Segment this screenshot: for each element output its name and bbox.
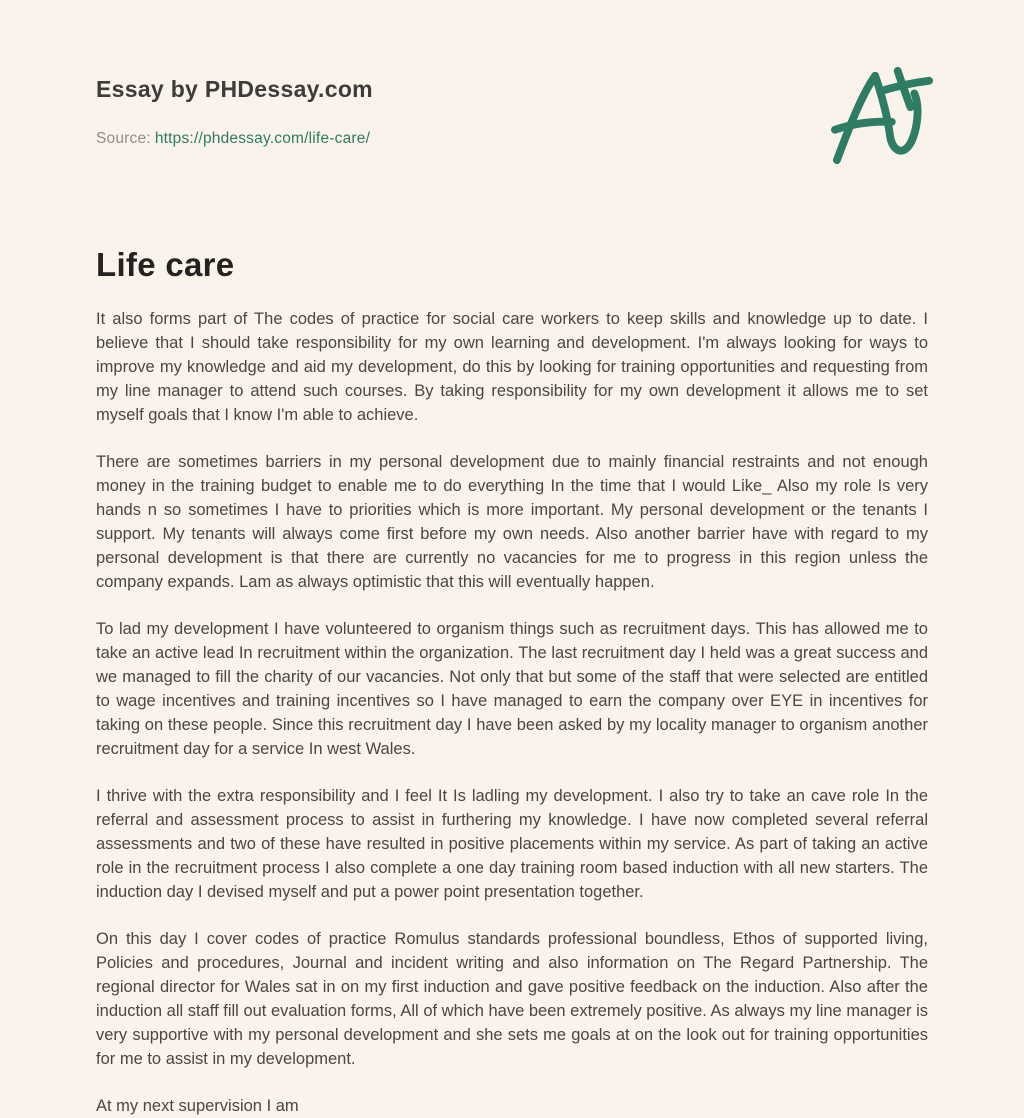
essay-body <box>96 307 928 1118</box>
essay-page <box>96 0 928 1118</box>
essay-paragraph: There are sometimes barriers in my personal development due to mainly financial restraints and not enough money in the training budget to enable me to do everything In the time that I would Like_ Also my role Is very hands n so sometimes I have to priorities which is more important. My personal development or the tenants I support. My tenants will always come first before my own needs. Also another barrier have with regard to my personal development is that there are currently no vacancies for me to progress in this region unless the company expands. Lam as always optimistic that this will eventually happen. <box>96 453 928 591</box>
essay-paragraph: On this day I cover codes of practice Romulus standards professional boundless, Ethos of supported living, Policies and procedures, Journal and incident writing and also information on The Regard Partnership. The regional director for Wales sat in on my first induction and gave positive feedback on the induction. Also after the induction all staff fill out evaluation forms, All of which have been extremely positive. As always my line manager is very supportive with my personal development and she sets me goals at on the look out for training opportunities for me to assist in my development. <box>96 930 928 1068</box>
source-link[interactable]: https://phdessay.com/life-care/ <box>154 130 371 147</box>
a-plus-logo-icon <box>829 66 935 166</box>
essay-paragraph: To lad my development I have volunteered to organism things such as recruitment days. This has allowed me to take an active lead In recruitment within the organization. The last recruitment day I held was a great success and we managed to fill the charity of our vacancies. Not only that but some of the staff that were selected are entitled to wage incentives and training incentives so I have managed to earn the company over EYE in incentives for taking on these people. Since this recruitment day I have been asked by my locality manager to organism another recruitment day for a service In west Wales. <box>96 620 928 758</box>
article-title: Life care <box>96 246 235 283</box>
source-label: Source: <box>96 130 151 147</box>
essay-paragraph: It also forms part of The codes of practice for social care workers to keep skills and knowledge up to date. I believe that I should take responsibility for my own learning and development. I'm always looking for ways to improve my knowledge and aid my development, do this by looking for training opportunities and requesting from my line manager to attend such courses. By taking responsibility for my own development it allows me to set myself goals that I know I'm able to achieve. <box>96 310 928 424</box>
source-line <box>96 130 373 148</box>
site-title: Essay by PHDessay.com <box>96 76 373 102</box>
page-header <box>96 76 928 166</box>
essay-paragraph: I thrive with the extra responsibility and I feel It Is ladling my development. I also try to take an cave role In the referral and assessment process to assist in furthering my knowledge. I have now completed several referral assessments and two of these have resulted in positive placements within my service. As part of taking an active role in the recruitment process I also complete a one day training room based induction with all new starters. The induction day I devised myself and put a power point presentation together. <box>96 787 928 901</box>
header-text-block <box>96 76 373 148</box>
essay-paragraph: At my next supervision I am <box>96 1097 299 1115</box>
